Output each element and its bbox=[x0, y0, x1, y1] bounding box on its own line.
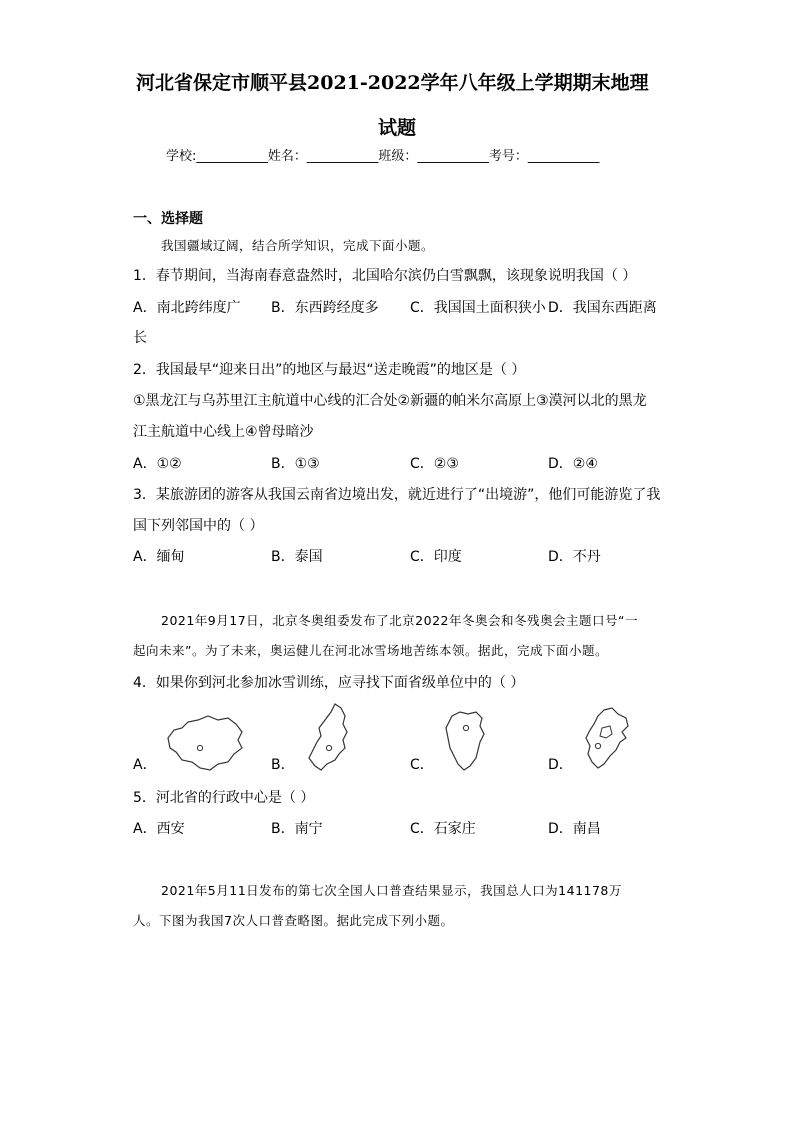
student-info-line: 学校:___________姓名：___________班级：___________考号：___________ bbox=[166, 149, 600, 164]
q5-option-c: C．石家庄 bbox=[410, 821, 476, 837]
group2-intro-line2: 起向未来”。为了未来，奥运健儿在河北冰雪场地苦练本领。据此，完成下面小题。 bbox=[133, 643, 608, 658]
province-map-d bbox=[582, 706, 632, 772]
q1-stem: 1．春节期间，当海南春意盎然时，北国哈尔滨仍白雪飘飘，该现象说明我国（ ） bbox=[133, 268, 637, 284]
q2-sub-line1: ①黑龙江与乌苏里江主航道中心线的汇合处②新疆的帕米尔高原上③漠河以北的黑龙 bbox=[133, 393, 647, 409]
q2-option-c: C．②③ bbox=[410, 456, 459, 472]
q2-option-a: A．①② bbox=[133, 456, 182, 472]
q2-sub-line2: 江主航道中心线上④曾母暗沙 bbox=[133, 424, 314, 440]
document-title-line1: 河北省保定市顺平县2021-2022学年八年级上学期期末地理 bbox=[136, 72, 649, 94]
q2-stem: 2．我国最早“迎来日出”的地区与最迟“送走晚霞”的地区是（ ） bbox=[133, 362, 526, 378]
q1-option-c: C．我国国土面积狭小 bbox=[410, 300, 546, 316]
q1-option-d: D．我国东西距离 bbox=[548, 300, 657, 316]
section-heading: 一、选择题 bbox=[133, 211, 203, 227]
q2-option-b: B．①③ bbox=[271, 456, 320, 472]
group2-intro-line1: 2021年9月17日，北京冬奥组委发布了北京2022年冬奥会和冬残奥会主题口号“一 bbox=[161, 613, 638, 628]
q4-option-c: C． bbox=[410, 757, 434, 773]
q3-option-a: A．缅甸 bbox=[133, 549, 185, 565]
q3-stem-line2: 国下列邻国中的（ ） bbox=[133, 518, 264, 534]
q1-option-d-wrap: 长 bbox=[133, 330, 147, 346]
q3-stem-line1: 3．某旅游团的游客从我国云南省边境出发，就近进行了“出境游”，他们可能游览了我 bbox=[133, 487, 661, 503]
document-title-line2: 试题 bbox=[378, 117, 417, 139]
q3-option-b: B．泰国 bbox=[271, 549, 323, 565]
q1-option-b: B．东西跨经度多 bbox=[271, 300, 379, 316]
group3-intro-line2: 人。下图为我国7次人口普查略图。据此完成下列小题。 bbox=[133, 913, 454, 928]
q3-option-c: C．印度 bbox=[410, 549, 462, 565]
group3-intro-line1: 2021年5月11日发布的第七次全国人口普查结果显示，我国总人口为141178万 bbox=[161, 883, 622, 898]
q4-option-b: B． bbox=[271, 757, 295, 773]
q3-option-d: D．不丹 bbox=[548, 549, 601, 565]
group1-intro: 我国疆域辽阔，结合所学知识，完成下面小题。 bbox=[161, 238, 435, 253]
q5-option-b: B．南宁 bbox=[271, 821, 323, 837]
q5-option-a: A．西安 bbox=[133, 821, 185, 837]
q2-option-d: D．②④ bbox=[548, 456, 598, 472]
q5-stem: 5．河北省的行政中心是（ ） bbox=[133, 790, 315, 806]
q5-option-d: D．南昌 bbox=[548, 821, 601, 837]
q4-option-d: D． bbox=[548, 757, 573, 773]
q4-stem: 4．如果你到河北参加冰雪训练，应寻找下面省级单位中的（ ） bbox=[133, 675, 525, 691]
province-map-b bbox=[305, 702, 355, 774]
q4-option-a: A． bbox=[133, 757, 157, 773]
q1-option-a: A．南北跨纬度广 bbox=[133, 300, 241, 316]
province-map-a bbox=[158, 712, 248, 774]
province-map-c bbox=[442, 708, 488, 774]
